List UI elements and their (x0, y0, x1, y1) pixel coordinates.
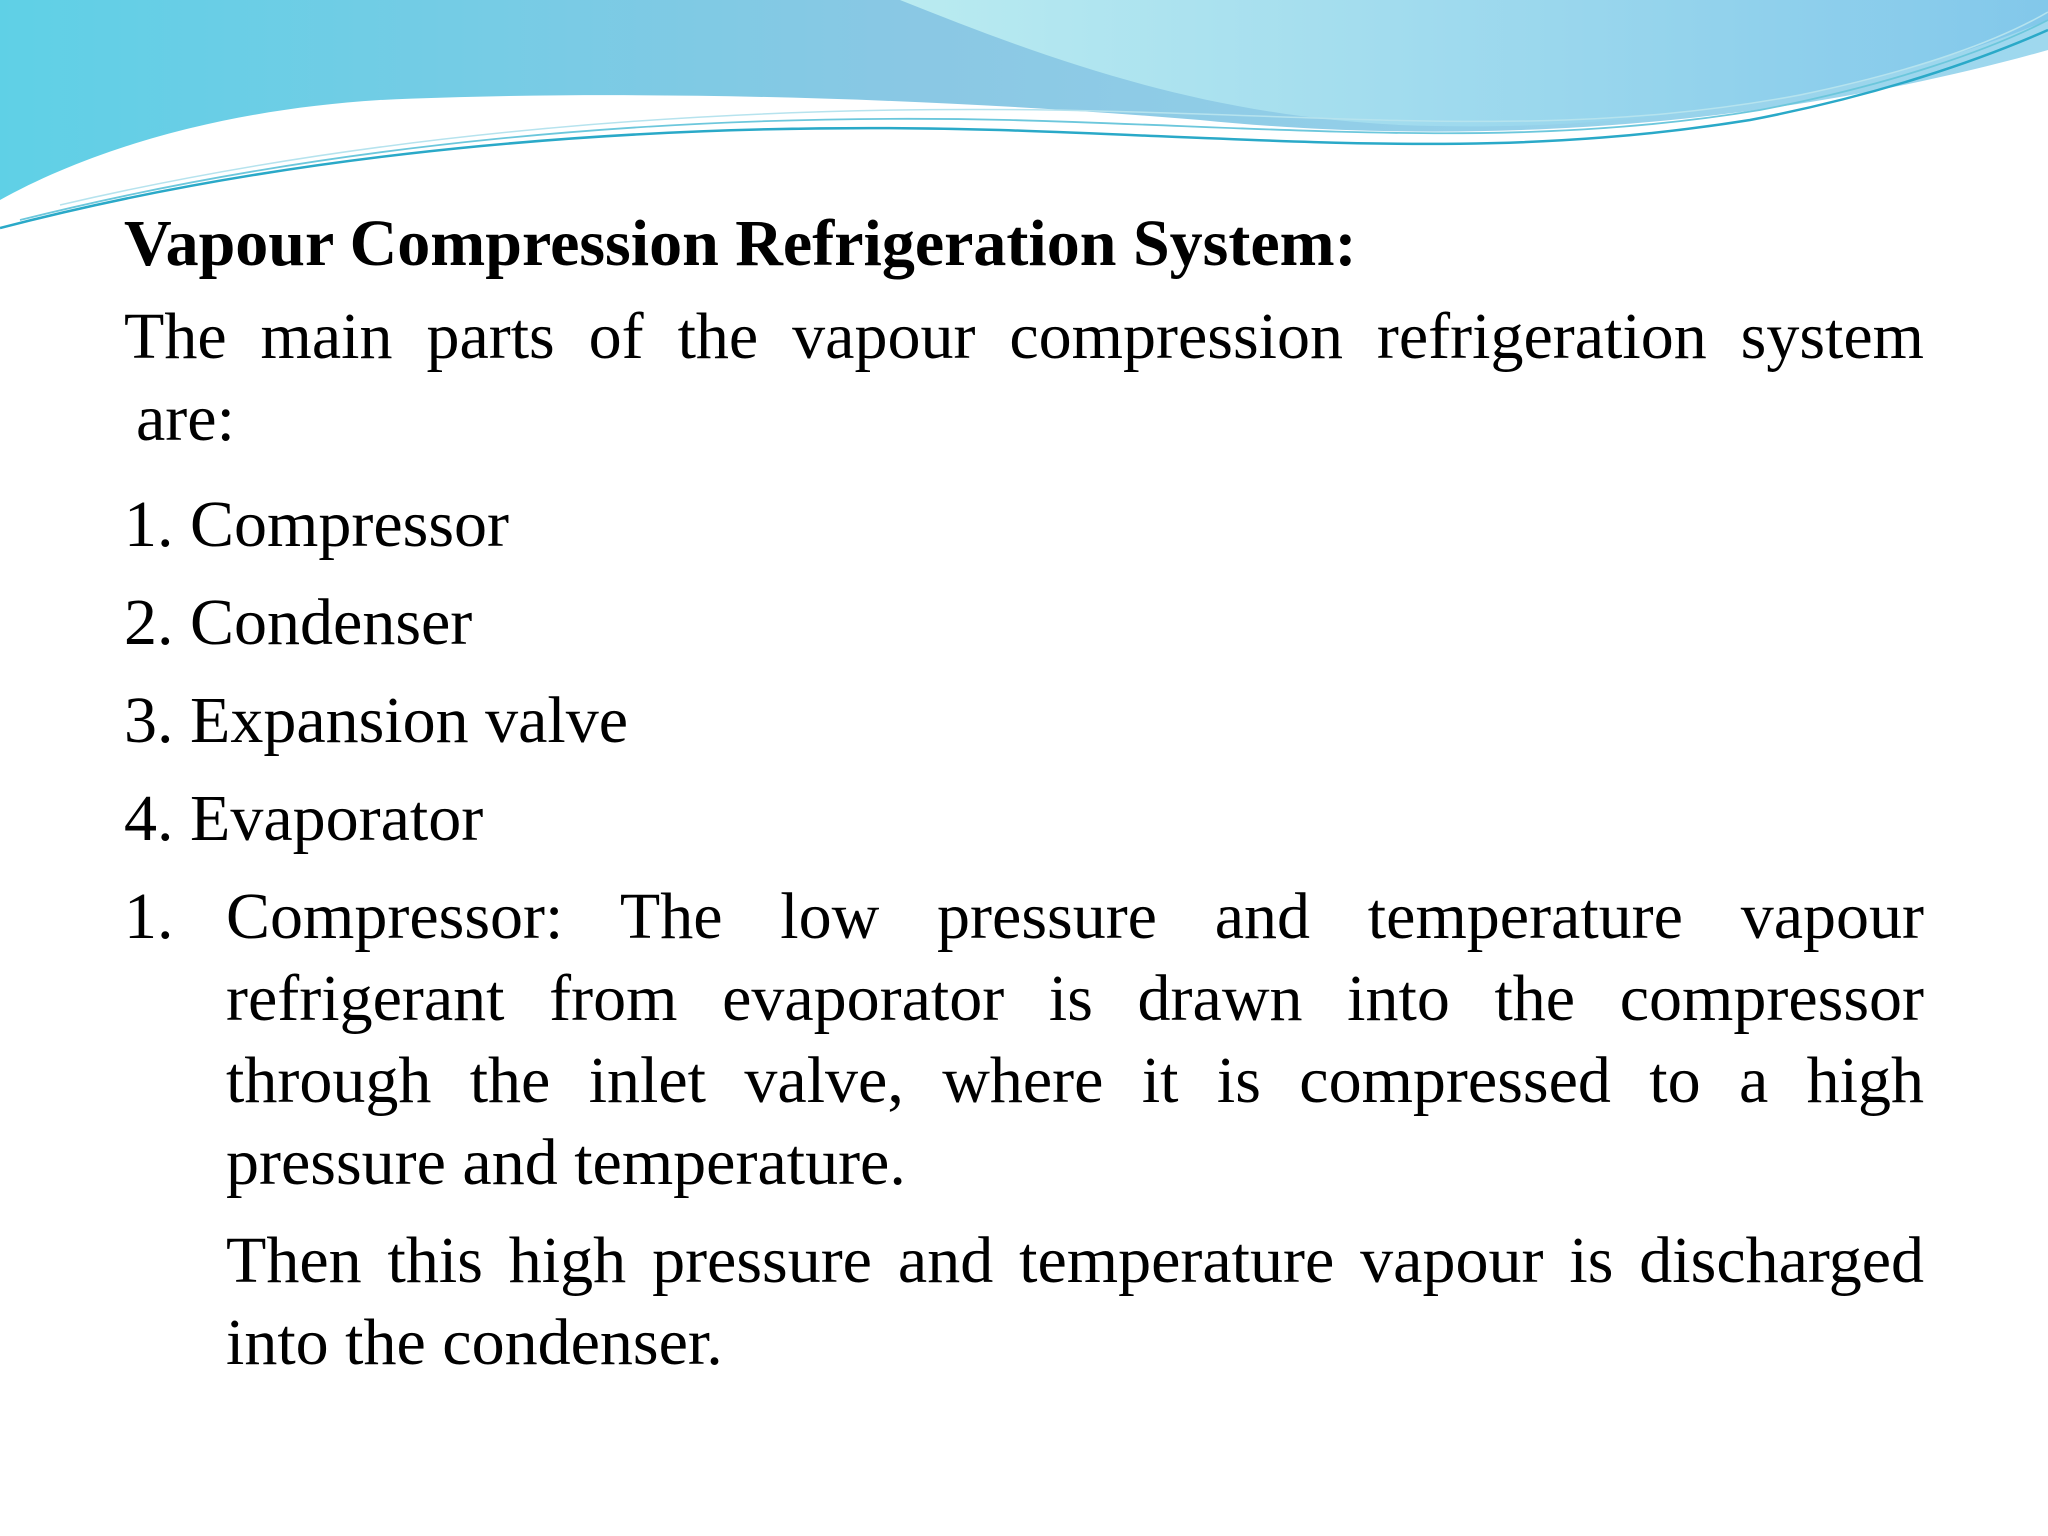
list-item: 4. Evaporator (124, 782, 484, 855)
detail-paragraph-1: Compressor: The low pressure and temperature vapour refrigerant from evaporator is drawn into the compressor through the inlet valve, where it is compressed to a high pressure and temperature. (226, 880, 1924, 1199)
slide-title: Vapour Compression Refrigeration System: (124, 207, 1357, 280)
intro-continuation: are: (136, 382, 235, 455)
list-item: 2. Condenser (124, 586, 473, 659)
compressor-detail (124, 876, 1924, 1384)
slide-content (124, 196, 1924, 1384)
list-item: 1. Compressor (124, 488, 509, 561)
detail-number: 1. (124, 880, 174, 953)
detail-body (226, 876, 1924, 1384)
intro-line: The main parts of the vapour compression refrigeration system (124, 300, 1924, 373)
list-item: 3. Expansion valve (124, 684, 629, 757)
detail-paragraph-2: Then this high pressure and temperature vapour is discharged into the condenser. (226, 1224, 1924, 1379)
parts-list (124, 476, 1924, 868)
